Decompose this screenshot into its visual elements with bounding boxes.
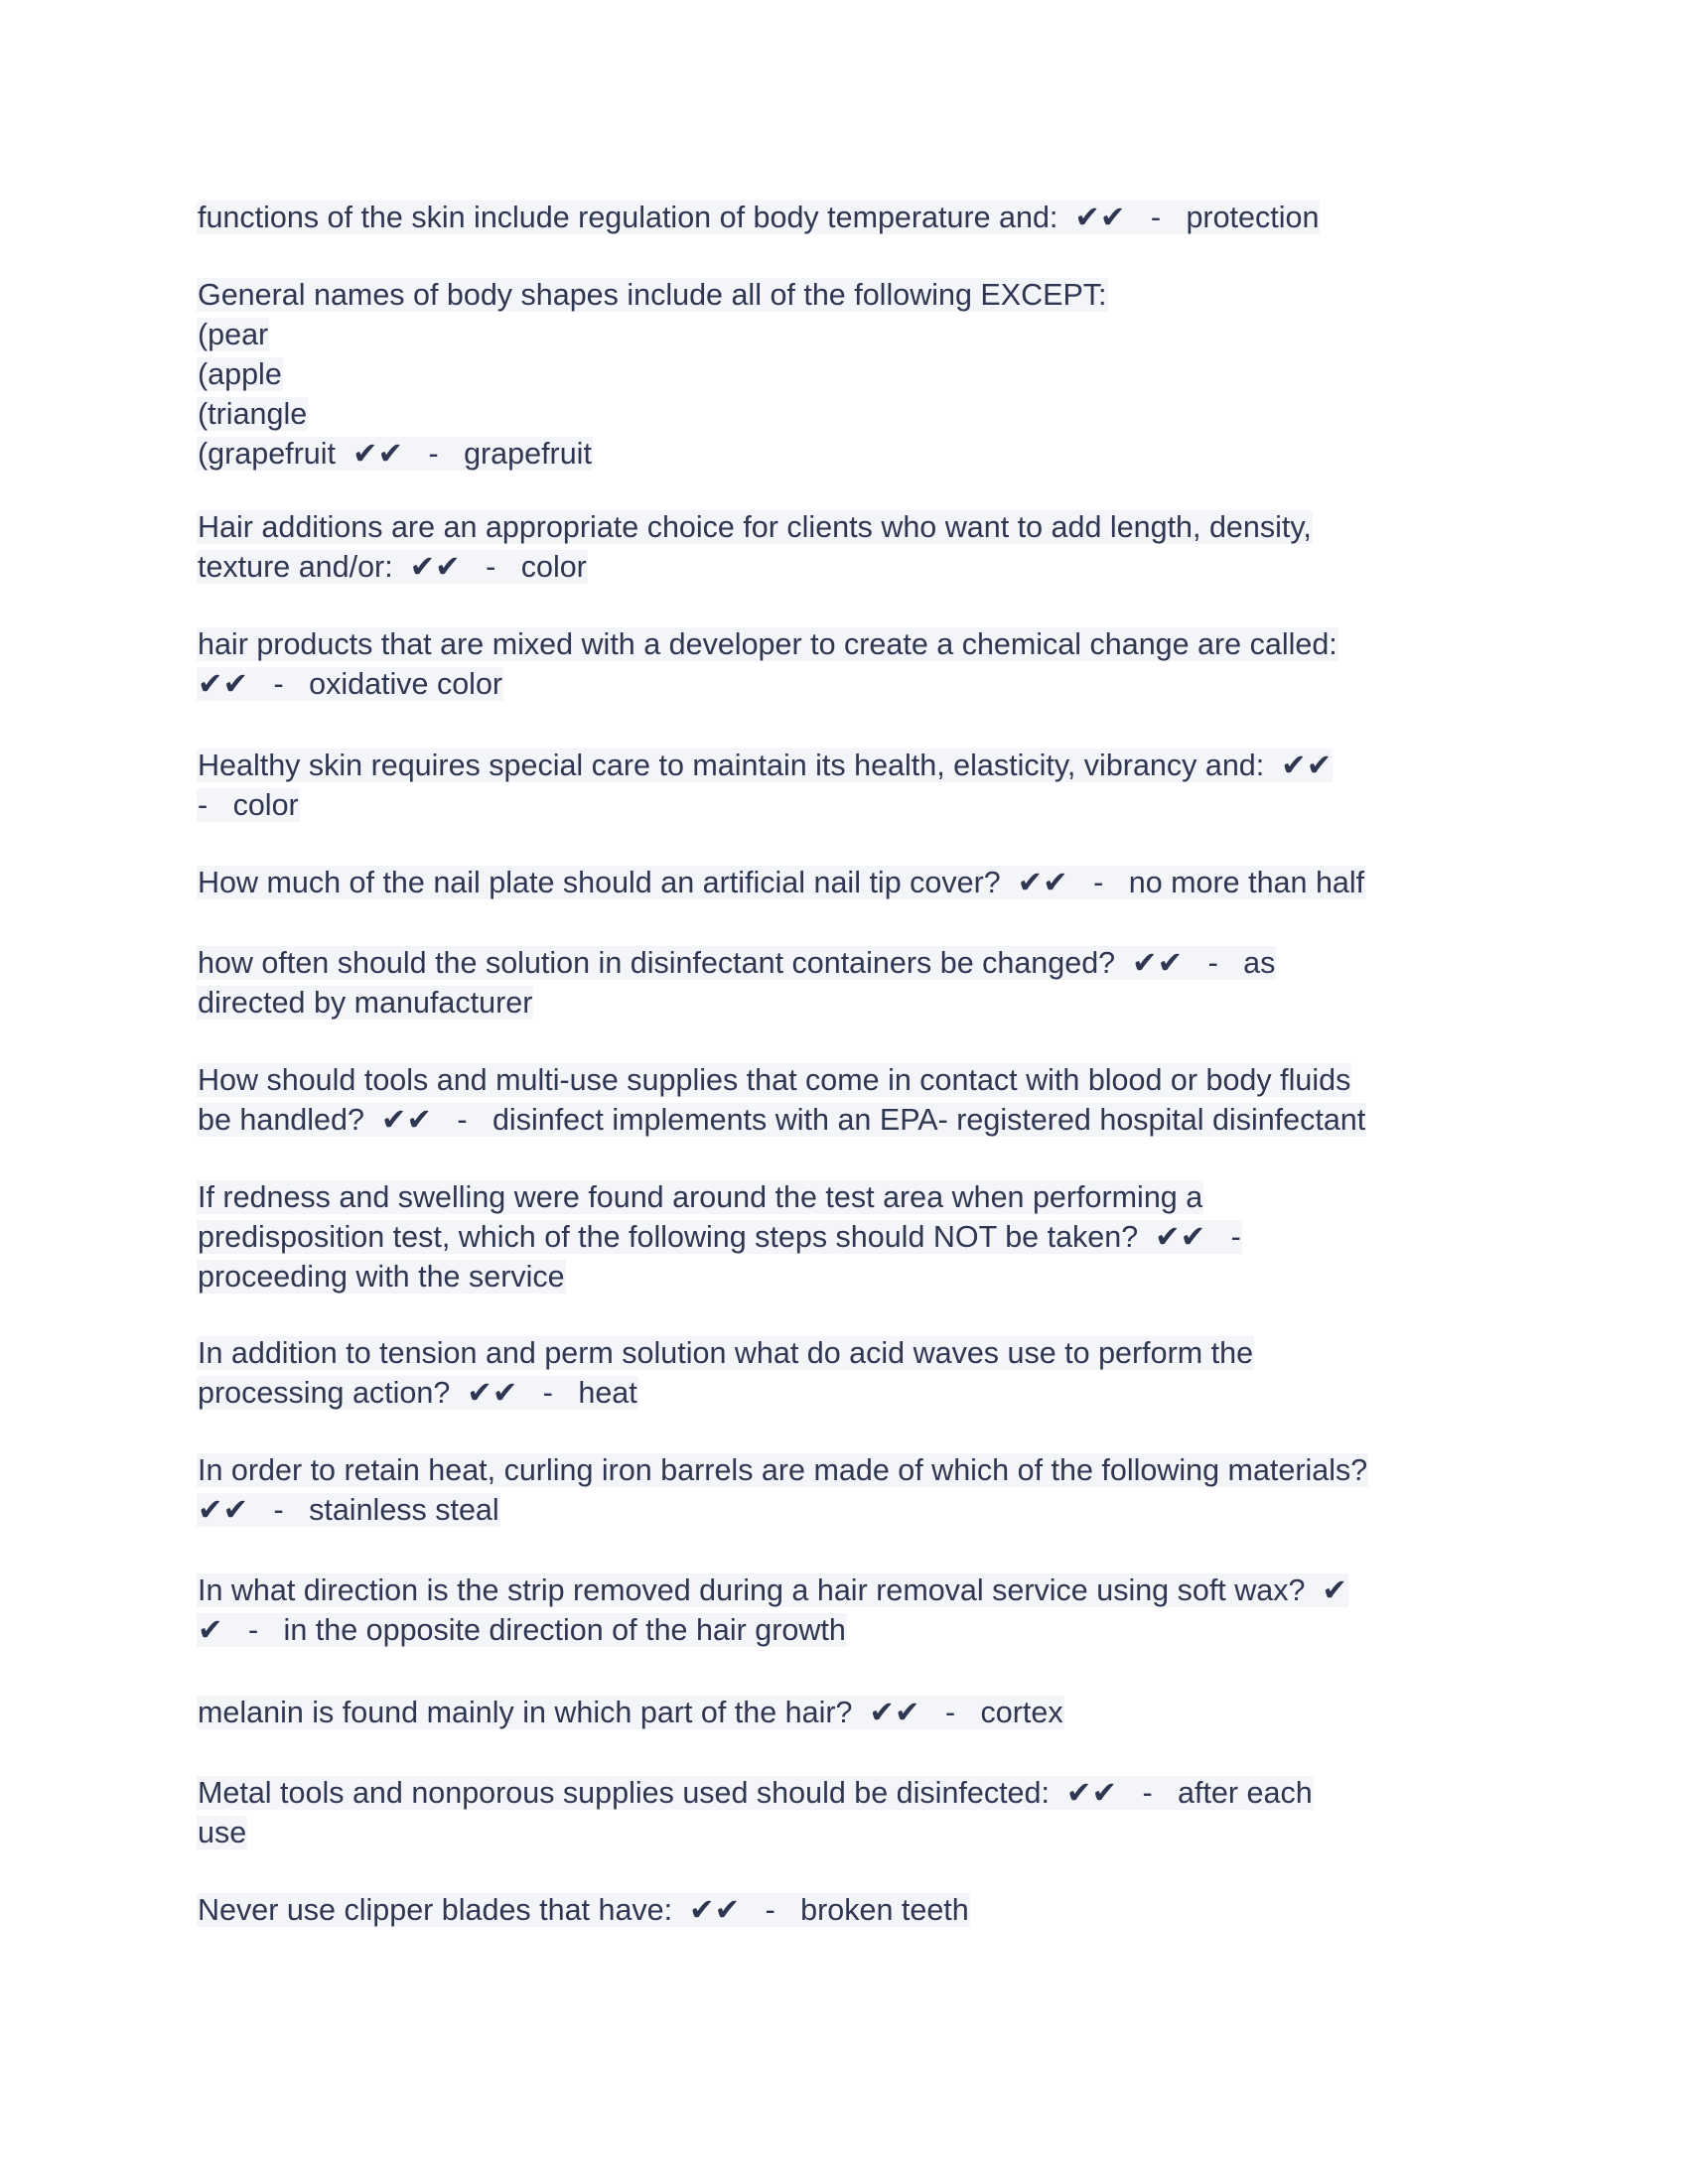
qa-line (197, 1177, 1242, 1217)
qa-line (197, 1217, 1242, 1257)
qa-item (197, 507, 1313, 587)
qa-line (197, 1257, 1242, 1297)
qa-line (197, 315, 1108, 354)
qa-line (197, 507, 1313, 547)
qa-line-text: proceeding with the service (198, 1260, 565, 1294)
qa-line-text: ✔✔ - oxidative color (198, 667, 503, 701)
qa-line (197, 547, 1313, 587)
qa-line (197, 275, 1108, 315)
qa-line-text: How much of the nail plate should an artificial nail tip cover? ✔✔ - no more than half (198, 866, 1365, 899)
qa-line-text: - color (198, 788, 299, 822)
qa-item (197, 1773, 1314, 1852)
qa-line-text: Never use clipper blades that have: ✔✔ - broken teeth (198, 1893, 969, 1927)
qa-line (197, 1060, 1366, 1100)
qa-line-text: Hair additions are an appropriate choice for clients who want to add length, density, (198, 510, 1312, 544)
qa-line-text: use (198, 1816, 247, 1849)
qa-line (197, 1610, 1348, 1650)
qa-line (197, 1813, 1314, 1852)
qa-item (197, 1890, 970, 1930)
qa-line-text: processing action? ✔✔ - heat (198, 1376, 637, 1410)
qa-line (197, 1773, 1314, 1813)
qa-line (197, 1693, 1064, 1732)
qa-line-text: directed by manufacturer (198, 986, 533, 1020)
qa-item (197, 1060, 1366, 1140)
qa-line-text: predisposition test, which of the following steps should NOT be taken? ✔✔ - (198, 1220, 1241, 1254)
qa-line-text: ✔✔ - stainless steal (198, 1493, 499, 1527)
qa-line-text: In order to retain heat, curling iron barrels are made of which of the following materials? (198, 1453, 1368, 1487)
qa-line (197, 1333, 1254, 1373)
qa-line (197, 863, 1365, 902)
qa-line-text: (apple (198, 357, 282, 391)
qa-line-text: melanin is found mainly in which part of the hair? ✔✔ - cortex (198, 1696, 1063, 1729)
qa-line-text: In what direction is the strip removed during a hair removal service using soft wax? ✔ (198, 1573, 1347, 1607)
qa-item (197, 746, 1333, 825)
qa-line-text: texture and/or: ✔✔ - color (198, 550, 587, 584)
qa-item (197, 275, 1108, 474)
qa-line (197, 1373, 1254, 1413)
qa-line-text: General names of body shapes include all of the following EXCEPT: (198, 278, 1107, 312)
qa-line (197, 1450, 1368, 1490)
qa-line-text: Metal tools and nonporous supplies used should be disinfected: ✔✔ - after each (198, 1776, 1313, 1810)
qa-line (197, 1890, 970, 1930)
qa-line (197, 198, 1320, 237)
qa-line (197, 354, 1108, 394)
qa-line-text: In addition to tension and perm solution what do acid waves use to perform the (198, 1336, 1254, 1370)
qa-line (197, 785, 1333, 825)
qa-line-text: (triangle (198, 397, 308, 431)
qa-line (197, 394, 1108, 434)
qa-line-text: ✔ - in the opposite direction of the hair growth (198, 1613, 846, 1647)
qa-item (197, 1693, 1064, 1732)
qa-item (197, 1570, 1348, 1650)
qa-line-text: hair products that are mixed with a developer to create a chemical change are called: (198, 627, 1337, 661)
qa-line (197, 624, 1338, 664)
qa-line (197, 746, 1333, 785)
qa-line (197, 1490, 1368, 1530)
qa-line-text: (pear (198, 318, 269, 351)
qa-line (197, 1100, 1366, 1140)
qa-line (197, 434, 1108, 474)
qa-line (197, 1570, 1348, 1610)
qa-line-text: how often should the solution in disinfectant containers be changed? ✔✔ - as (198, 946, 1276, 980)
qa-line-text: be handled? ✔✔ - disinfect implements with an EPA- registered hospital disinfectant (198, 1103, 1366, 1137)
qa-line-text: How should tools and multi-use supplies that come in contact with blood or body fluids (198, 1063, 1351, 1097)
qa-line-text: Healthy skin requires special care to maintain its health, elasticity, vibrancy and: ✔✔ (198, 749, 1333, 782)
qa-item (197, 198, 1320, 237)
qa-line-text: If redness and swelling were found around the test area when performing a (198, 1180, 1203, 1214)
qa-line-text: functions of the skin include regulation of body temperature and: ✔✔ - protection (198, 201, 1320, 234)
qa-item (197, 624, 1338, 704)
qa-line (197, 664, 1338, 704)
qa-item (197, 1450, 1368, 1530)
qa-item (197, 1177, 1242, 1297)
qa-item (197, 1333, 1254, 1413)
qa-line-text: (grapefruit ✔✔ - grapefruit (198, 437, 592, 471)
qa-item (197, 863, 1365, 902)
qa-line (197, 943, 1276, 983)
qa-line (197, 983, 1276, 1023)
qa-item (197, 943, 1276, 1023)
